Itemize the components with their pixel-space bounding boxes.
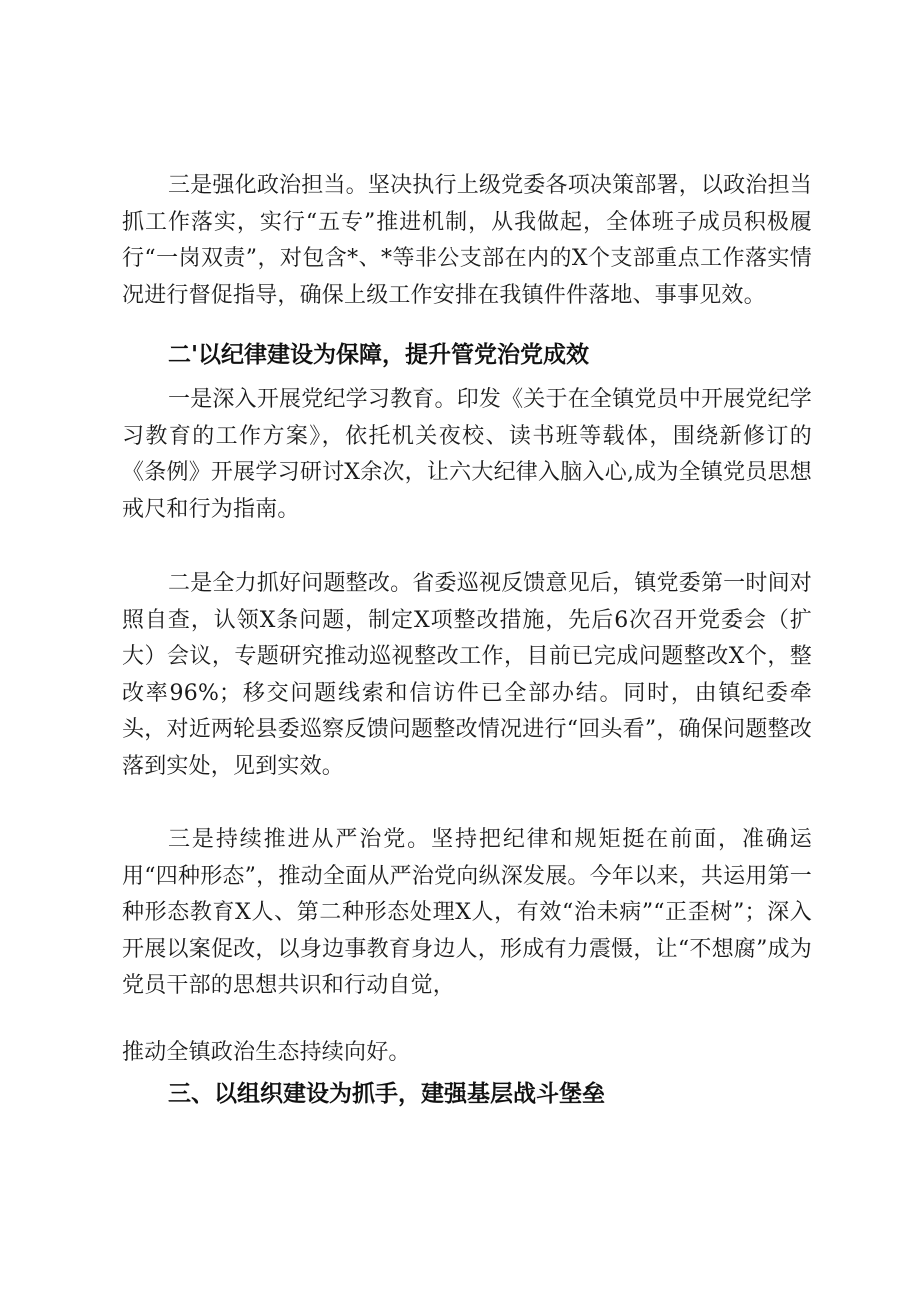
section-heading-discipline: 二'以纪律建设为保障，提升管党治党成效 bbox=[168, 342, 590, 368]
paragraph-political-responsibility: 三是强化政治担当。坚决执行上级党委各项决策部署，以政治担当抓工作落实，实行“五专”推进机制，从我做起，全体班子成员积极履行“一岗双责”，对包含*、*等非公支部在内的X个支部重点工作落实情况进行督促指导，确保上级工作安排在我镇件件落地、事事见效。 bbox=[122, 173, 812, 308]
paragraph-problem-rectification: 二是全力抓好问题整改。省委巡视反馈意见后，镇党委第一时间对照自查，认领X条问题，制定X项整改措施，先后6次召开党委会（扩大）会议，专题研究推动巡视整改工作，目前已完成问题整改X个，整改率96%；移交问题线索和信访件已全部办结。同时，由镇纪委牵头，对近两轮县委巡察反馈问题整改情况进行“回头看”，确保问题整改落到实处，见到实效。 bbox=[122, 571, 812, 779]
section-heading-organization: 三、以组织建设为抓手，建强基层战斗堡垒 bbox=[168, 1081, 605, 1107]
paragraph-discipline-education: 一是深入开展党纪学习教育。印发《关于在全镇党员中开展党纪学习教育的工作方案》，依托机关夜校、读书班等载体，围绕新修订的《条例》开展学习研讨X余次，让六大纪律入脑入心,成为全镇党员思想戒尺和行为指南。 bbox=[122, 387, 812, 522]
paragraph-political-ecology: 推动全镇政治生态持续向好。 bbox=[122, 1040, 411, 1065]
paragraph-strict-governance: 三是持续推进从严治党。坚持把纪律和规矩挺在前面，准确运用“四种形态”，推动全面从严治党向纵深发展。今年以来，共运用第一种形态教育X人、第二种形态处理X人，有效“治未病”“正歪树”；深入开展以案促改，以身边事教育身边人，形成有力震慑，让“不想腐”成为党员干部的思想共识和行动自觉， bbox=[122, 827, 812, 998]
